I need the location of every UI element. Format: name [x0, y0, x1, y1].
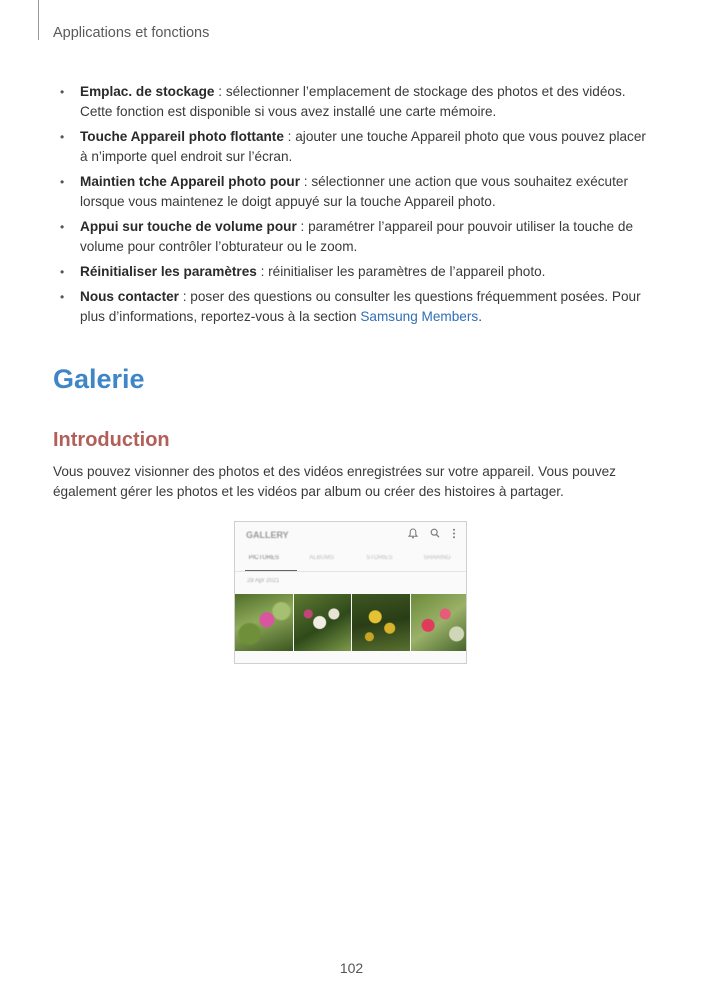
section-subtitle: Introduction	[53, 429, 170, 451]
tab-stories: STORIES	[366, 555, 393, 561]
list-item	[60, 217, 652, 257]
item-term: Appui sur touche de volume pour	[80, 219, 297, 234]
samsung-members-link[interactable]: Samsung Members	[360, 309, 479, 324]
yellow-flower-photo	[352, 594, 410, 651]
item-text: : réinitialiser les paramètres de l’appareil photo.	[256, 264, 546, 279]
list-item	[60, 262, 652, 282]
item-term: Touche Appareil photo flottante	[80, 129, 284, 144]
bullet-icon: •	[60, 220, 65, 234]
intro-paragraph: Vous pouvez visionner des photos et des vidéos enregistrées sur votre appareil. Vous pouvez également gérer les photos et les vidéos par album ou créer des histoires à partager.	[53, 464, 616, 499]
list-item	[60, 82, 652, 122]
app-title: GALLERY	[246, 530, 289, 540]
item-text: : sélectionner l’emplacement de stockage des photos et des vidéos. Cette fonction est disponible si vous avez installé une carte mémoire.	[80, 84, 626, 119]
tab-albums: ALBUMS	[309, 555, 334, 561]
item-text: : paramétrer l’appareil pour pouvoir utiliser la touche de volume pour contrôler l’obturateur ou le zoom.	[80, 219, 634, 254]
active-tab-indicator	[245, 570, 297, 571]
date-label: 28 Apr 2021	[247, 578, 280, 584]
bullet-icon: •	[60, 85, 65, 99]
search-icon	[430, 528, 440, 539]
section-header: Applications et fonctions	[53, 25, 210, 41]
list-item	[60, 172, 652, 212]
item-term: Emplac. de stockage	[80, 84, 215, 99]
bullet-icon: •	[60, 290, 65, 304]
item-term: Réinitialiser les paramètres	[80, 264, 257, 279]
gallery-screenshot	[234, 521, 467, 664]
list-item	[60, 287, 652, 327]
tab-divider	[235, 571, 466, 572]
red-flower-photo	[411, 594, 468, 651]
bullet-icon: •	[60, 175, 65, 189]
pink-flower-photo	[235, 594, 293, 651]
item-text: : sélectionner une action que vous souhaitez exécuter lorsque vous maintenez le doigt appuyé sur la touche Appareil photo.	[80, 174, 628, 209]
item-term: Maintien tche Appareil photo pour	[80, 174, 301, 189]
margin-rule	[38, 0, 39, 40]
app-toolbar	[408, 528, 456, 539]
bullet-icon: •	[60, 265, 65, 279]
settings-list	[60, 82, 652, 332]
white-flower-photo	[294, 594, 352, 651]
item-text: : ajouter une touche Appareil photo que vous pouvez placer à n’importe quel endroit sur l’écran.	[80, 129, 646, 164]
thumbnail-grid	[235, 594, 467, 651]
item-term: Nous contacter	[80, 289, 179, 304]
bell-icon	[408, 528, 418, 539]
page-title: Galerie	[53, 364, 145, 394]
bullet-icon: •	[60, 130, 65, 144]
item-text-end: .	[478, 309, 482, 324]
gallery-tabs	[245, 555, 456, 561]
tab-pictures: PICTURES	[248, 555, 280, 561]
tab-sharing: SHARING	[423, 555, 451, 561]
more-vert-icon	[452, 528, 456, 539]
item-text: : poser des questions ou consulter les questions fréquemment posées. Pour plus d’informations, reportez-vous à la section	[80, 289, 641, 324]
page-number: 102	[339, 960, 364, 976]
list-item	[60, 127, 652, 167]
